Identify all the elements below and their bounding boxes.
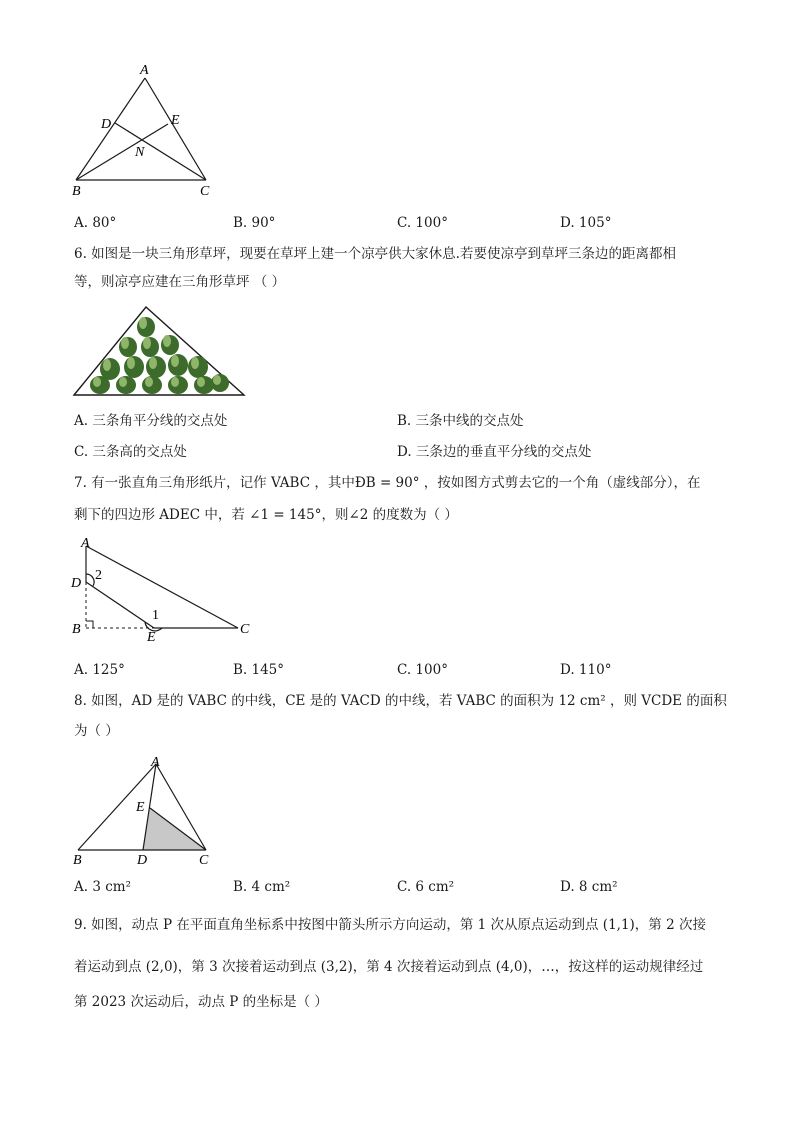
q8-shaded-cde [143,808,206,850]
q7-stem-line1: 7. 有一张直角三角形纸片，记作 VABC ，其中ÐB = 90° ，按如图方式剪去它的一个角（虚线部分），在 [74,475,701,491]
q8-option-d: D. 8 cm² [560,879,618,895]
q7-label-1: 1 [152,608,159,623]
q8-label-d: D [137,853,148,868]
q8-option-c: C. 6 cm² [397,879,455,895]
q7-label-c: C [240,622,250,637]
q8-label-e: E [136,800,145,815]
q5-option-b: B. 90° [233,215,276,231]
q5-label-e: E [171,113,180,128]
q7-label-a: A [81,536,90,551]
q5-figure [60,60,230,205]
q6-stem-line2: 等，则凉亭应建在三角形草坪 （ ） [74,274,286,290]
q9-stem-line2: 着运动到点 (2,0)，第 3 次接着运动到点 (3,2)，第 4 次接着运动到点 (4,0)，…，按这样的运动规律经过 [74,959,704,975]
q5-label-n: N [135,145,145,160]
q9-stem-line1: 9. 如图，动点 P 在平面直角坐标系中按图中箭头所示方向运动，第 1 次从原点运动到点 (1,1)，第 2 次接 [74,917,706,933]
q7-option-d: D. 110° [560,662,612,678]
q7-label-2: 2 [95,568,102,583]
q7-option-a: A. 125° [74,662,125,678]
q5-label-b: B [72,184,81,199]
q7-option-b: B. 145° [233,662,285,678]
q5-line-ac [145,78,206,180]
q7-figure [66,534,266,644]
q6-option-b: B. 三条中线的交点处 [397,413,524,429]
q5-option-c: C. 100° [397,215,448,231]
q5-line-be [76,124,168,180]
q7-stem-line2: 剩下的四边形 ADEC 中，若 ∠1 = 145°，则∠2 的度数为（ ） [74,507,458,523]
q6-stem-line1: 6. 如图是一块三角形草坪，现要在草坪上建一个凉亭供大家休息.若要使凉亭到草坪三条边的距离都相 [74,246,676,262]
q8-label-b: B [73,853,82,868]
q5-line-cd [115,123,206,180]
q8-figure [66,752,226,868]
q6-option-a: A. 三条角平分线的交点处 [74,413,228,429]
q7-label-b: B [72,622,81,637]
q7-line-ac [86,546,238,628]
q7-label-e: E [147,630,156,644]
q8-option-a: A. 3 cm² [74,879,131,895]
q7-right-angle-mark [86,621,93,628]
q8-stem-line2: 为（ ） [74,723,119,739]
q5-label-c: C [200,184,210,199]
q7-label-d: D [71,576,82,591]
q6-option-c: C. 三条高的交点处 [74,444,187,460]
q8-stem-line1: 8. 如图，AD 是的 VABC 的中线，CE 是的 VACD 的中线，若 VABC 的面积为 12 cm² ，则 VCDE 的面积 [74,693,727,709]
q7-option-c: C. 100° [397,662,448,678]
q5-option-a: A. 80° [74,215,117,231]
q8-option-b: B. 4 cm² [233,879,291,895]
q5-label-d: D [101,117,112,132]
q8-label-c: C [199,853,209,868]
q9-stem-line3: 第 2023 次运动后，动点 P 的坐标是（ ） [74,994,328,1010]
q7-line-de [86,582,154,628]
q6-grass-triangle-figure [70,303,250,399]
q8-label-a: A [151,755,160,770]
q5-label-a: A [140,63,149,78]
q6-option-d: D. 三条边的垂直平分线的交点处 [397,444,592,460]
q5-option-d: D. 105° [560,215,612,231]
